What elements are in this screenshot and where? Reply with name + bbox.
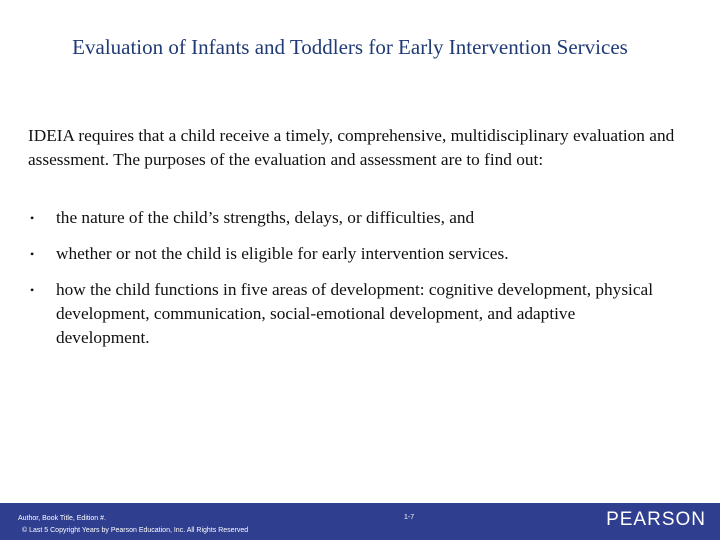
- list-item: [28, 206, 668, 230]
- page-number: 1-7: [404, 514, 415, 521]
- slide-title: Evaluation of Infants and Toddlers for Early Intervention Services: [72, 35, 628, 59]
- bullet-icon: •: [30, 211, 35, 225]
- pearson-logo: PEARSON: [606, 509, 706, 530]
- bullet-list: [28, 206, 668, 362]
- list-item: [28, 242, 668, 266]
- footer-author: Author, Book Title, Edition #.: [18, 515, 106, 522]
- bullet-icon: •: [30, 247, 35, 261]
- list-item: [28, 278, 668, 350]
- bullet-text: whether or not the child is eligible for early intervention services.: [56, 244, 509, 263]
- footer-copyright: © Last 5 Copyright Years by Pearson Education, Inc. All Rights Reserved: [22, 527, 249, 534]
- bullet-icon: •: [30, 283, 35, 297]
- footer-bar: [0, 503, 720, 540]
- bullet-text: how the child functions in five areas of development: cognitive development, physical development, communication, social-emotional development, and adaptive development.: [56, 280, 653, 347]
- intro-paragraph: IDEIA requires that a child receive a timely, comprehensive, multidisciplinary evaluation and assessment. The purposes of the evaluation and assessment are to find out:: [28, 126, 675, 169]
- bullet-text: the nature of the child’s strengths, delays, or difficulties, and: [56, 208, 475, 227]
